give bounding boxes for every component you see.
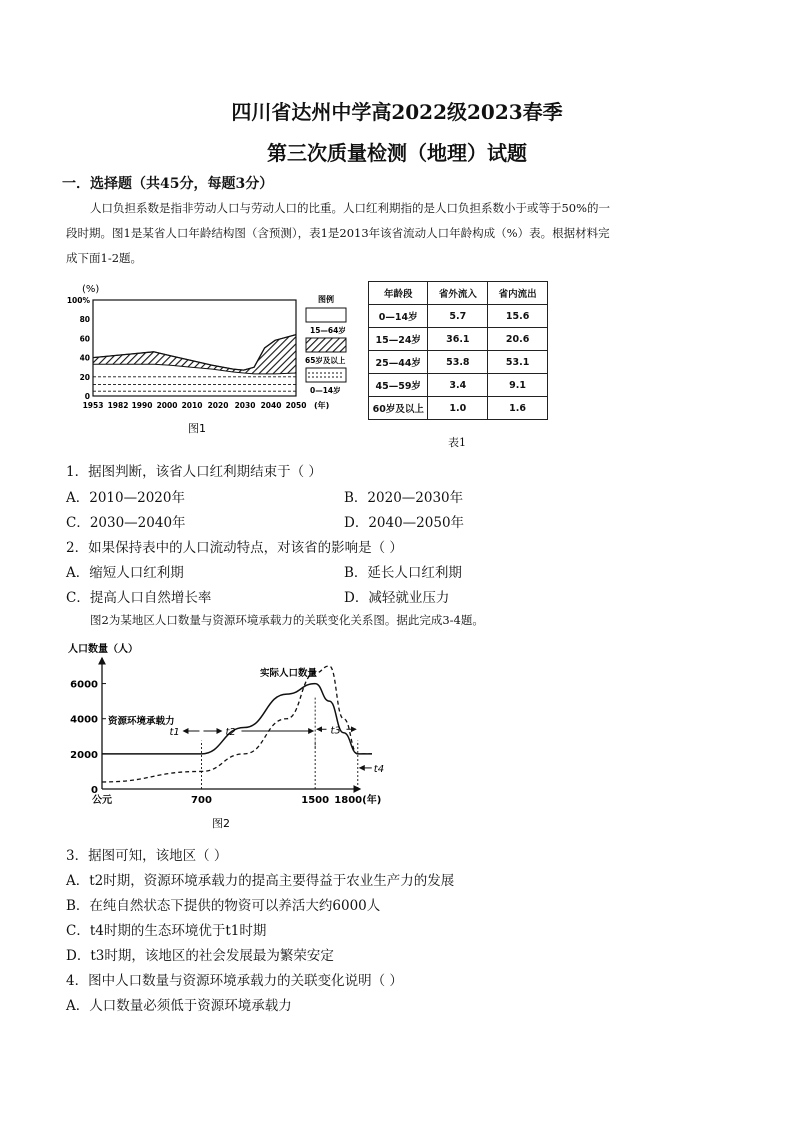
table-header-cell: 年龄段 [369,282,428,305]
table-cell: 20.6 [488,328,548,351]
fig2-y-tick-label: 4000 [70,714,98,726]
q4-option-a: A．人口数量必须低于资源环境承载力 [66,998,292,1014]
fig1-x-tick-label: 1982 [107,401,129,410]
legend-swatch-children [306,368,346,382]
fig2-x-tick-label: 1800(年) [334,795,382,806]
fig1-x-tick-label: 2020 [207,401,229,410]
fig1-x-tick-label: 2010 [181,401,203,410]
section-heading: 一．选择题（共45分，每题3分） [62,176,274,192]
fig1-y-tick-label: 0 [84,392,90,401]
table-row [369,397,548,420]
fig2-period-markers [169,698,384,789]
table-cell: 9.1 [488,374,548,397]
fig1-x-tick-label: 2040 [260,401,282,410]
fig2-y-tick-label: 6000 [70,679,98,691]
exam-title-line1: 四川省达州中学高2022级2023春季 [231,100,563,124]
fig1-x-axis-ticks [83,401,307,410]
q1-option-d: D．2040—2050年 [344,515,465,531]
table-cell: 53.8 [428,351,488,374]
fig1-plot-area [93,300,296,396]
question-2-stem: 2．如果保持表中的人口流动特点，对该省的影响是（ ） [66,540,403,556]
table-row [369,374,548,397]
table-cell: 36.1 [428,328,488,351]
fig2-x-tick-label: 公元 [92,795,112,806]
figure2-population-capacity-chart [60,638,385,834]
table-cell: 15—24岁 [369,328,428,351]
table-cell: 1.6 [488,397,548,420]
q2-option-b: B．延长人口红利期 [344,565,462,581]
legend-label-children: 0—14岁 [310,386,341,395]
question-4-stem: 4．图中人口数量与资源环境承载力的关联变化说明（ ） [66,973,403,989]
fig1-x-tick-label: 1953 [82,401,104,410]
fig2-x-tick-label: 700 [191,795,212,806]
fig2-t1-label: t1 [169,727,180,739]
fig1-y-tick-label: 100% [66,296,90,305]
q1-option-a: A．2010—2020年 [66,490,185,506]
table-header-cell: 省外流入 [428,282,488,305]
fig1-y-tick-label: 20 [79,372,90,382]
table-row [369,328,548,351]
fig2-y-label: 人口数量（人） [68,644,138,655]
legend-swatch-working-age [306,308,346,322]
question-1-stem: 1．据图判断，该省人口红利期结束于（ ） [66,464,322,480]
q3-option-c: C．t4时期的生态环境优于t1时期 [66,923,267,939]
table-row [369,351,548,374]
fig2-x-tick-label: 1500 [301,795,330,806]
table-cell: 0—14岁 [369,305,428,328]
intro-figure2: 图2为某地区人口数量与资源环境承载力的关联变化关系图。据此完成3-4题。 [90,613,484,627]
q3-option-a: A．t2时期，资源环境承载力的提高主要得益于农业生产力的发展 [66,873,455,889]
q2-option-a: A．缩短人口红利期 [66,565,184,581]
intro-paragraph [66,196,734,271]
q1-option-c: C．2030—2040年 [66,515,186,531]
legend-title: 图例 [318,295,334,304]
fig1-x-tick-label: 2050 [285,401,307,410]
question-3-stem: 3．据图可知，该地区（ ） [66,848,228,864]
fig1-x-tick-label: 2000 [156,401,178,410]
fig2-t3-label: t3 [330,725,341,737]
q3-option-d: D．t3时期，该地区的社会发展最为繁荣安定 [66,948,334,964]
table-row [369,305,548,328]
fig2-label-capacity: 资源环境承载力 [108,716,175,727]
fig1-x-tick-label: 1990 [131,401,153,410]
table1-migrant-age [368,281,548,420]
fig1-unit: (%) [82,284,100,295]
legend-label-working-age: 15—64岁 [310,326,346,335]
table-cell: 25—44岁 [369,351,428,374]
figure1-caption: 图1 [188,422,206,435]
intro-line3: 成下面1-2题。 [66,251,143,265]
intro-line2: 段时期。图1是某省人口年龄结构图（含预测），表1是2013年该省流动人口年龄构成（%）表。根据材料完 [66,226,610,240]
fig1-y-tick-label: 60 [79,334,90,344]
legend-swatch-elderly [306,338,346,352]
table-cell: 5.7 [428,305,488,328]
fig2-label-actual: 实际人口数量 [260,668,318,679]
figure1-legend [300,292,360,402]
fig1-y-tick-label: 80 [79,315,90,325]
fig1-x-unit: (年) [314,401,330,410]
table-cell: 1.0 [428,397,488,420]
q1-option-b: B．2020—2030年 [344,490,464,506]
table-cell: 60岁及以上 [369,397,428,420]
table-cell: 53.1 [488,351,548,374]
q2-option-c: C．提高人口自然增长率 [66,590,212,606]
table-cell: 45—59岁 [369,374,428,397]
legend-label-elderly: 65岁及以上 [305,356,346,365]
table-header-row [369,282,548,305]
fig2-y-tick-label: 2000 [70,749,98,761]
table-header-cell: 省内流出 [488,282,548,305]
fig1-x-tick-label: 2030 [234,401,256,410]
table-cell: 3.4 [428,374,488,397]
figure2-caption: 图2 [212,817,230,830]
fig1-y-tick-label: 40 [79,353,90,363]
q2-option-d: D．减轻就业压力 [344,590,450,606]
intro-line1: 人口负担系数是指非劳动人口与劳动人口的比重。人口红利期指的是人口负担系数小于或等于50%的一 [90,201,611,215]
fig2-t4-label: t4 [373,763,385,775]
fig2-t2-label: t2 [225,727,236,739]
table-cell: 15.6 [488,305,548,328]
exam-title-line2: 第三次质量检测（地理）试题 [267,141,527,165]
fig2-y-tick-label: 0 [91,785,98,796]
q3-option-b: B．在纯自然状态下提供的物资可以养活大约6000人 [66,898,381,914]
table1-caption: 表1 [448,436,466,449]
fig1-y-axis-ticks [67,296,91,401]
